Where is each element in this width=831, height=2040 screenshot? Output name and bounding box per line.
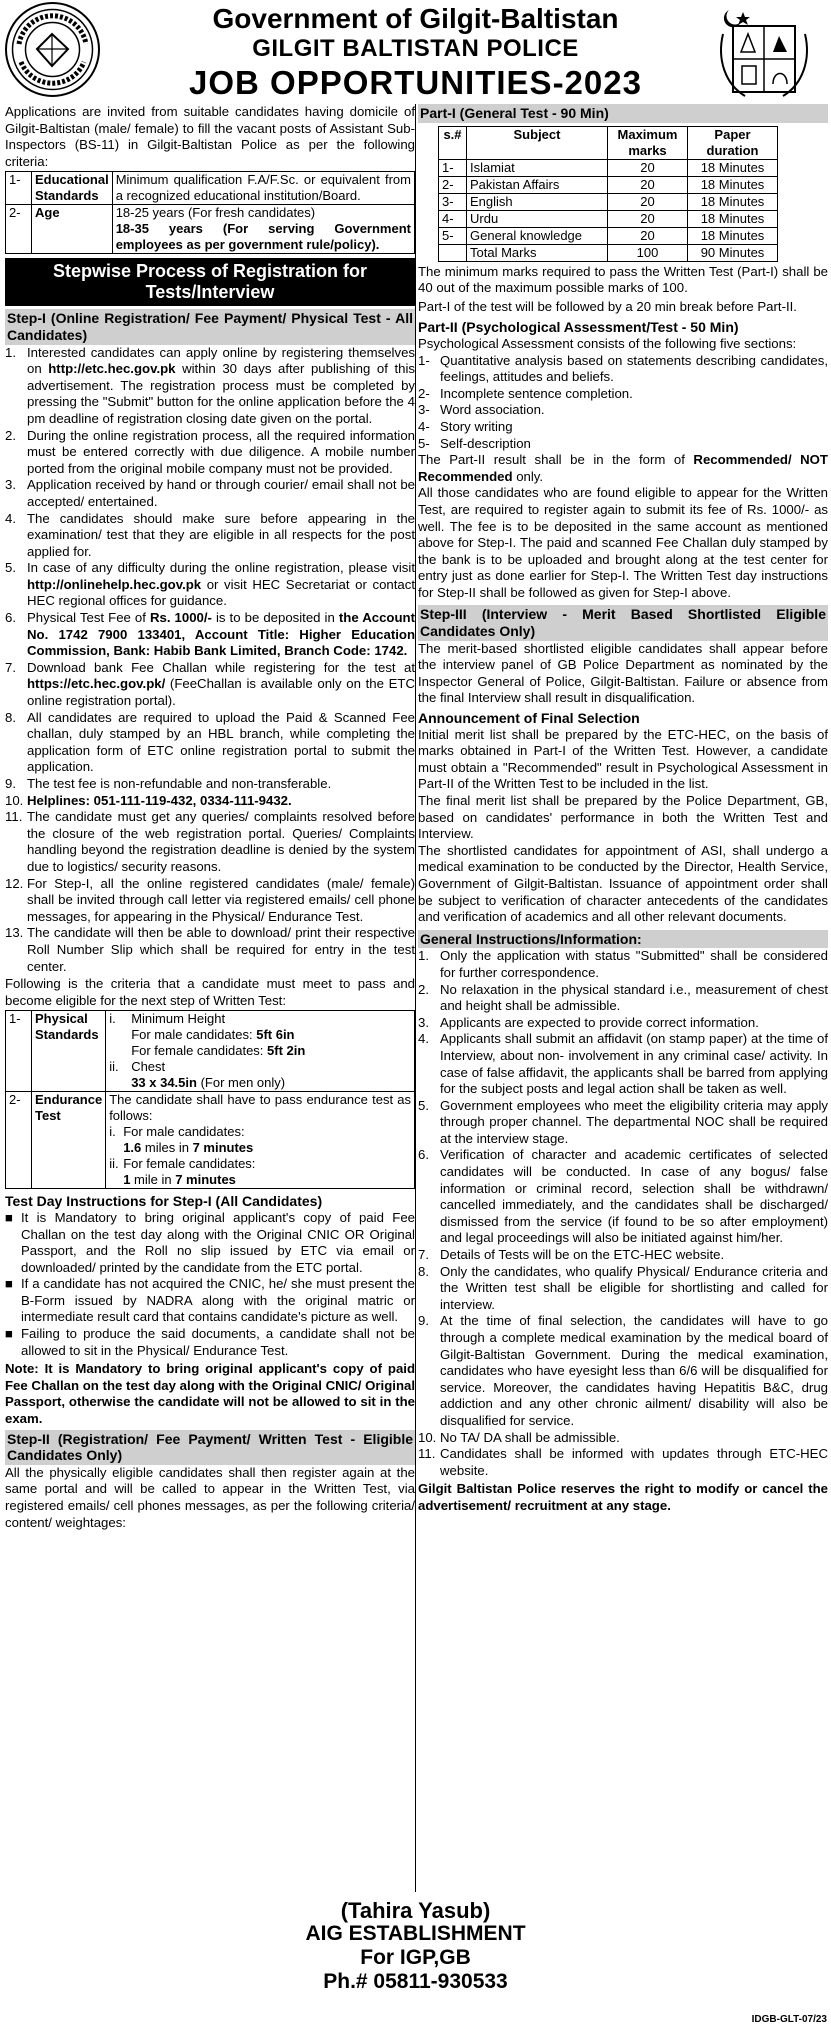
table-cell: 20 xyxy=(608,159,688,176)
endurance-no: 2- xyxy=(6,1092,32,1189)
endurance-male-label: For male candidates: xyxy=(123,1124,245,1140)
criteria-text: Minimum qualification F.A/F.Sc. or equivalent from a recognized educational institution/Board. xyxy=(112,172,414,205)
endurance-female-label: For female candidates: xyxy=(123,1156,256,1172)
chest-value: 33 x 34.5in xyxy=(131,1075,197,1091)
general-title: General Instructions/Information: xyxy=(418,930,828,949)
height-male-value: 5ft 6in xyxy=(256,1027,295,1043)
list-item: 3- Word association. xyxy=(418,402,545,418)
eligibility-table xyxy=(5,171,415,254)
table-row xyxy=(439,244,778,261)
physical-ii: ii. xyxy=(109,1059,119,1075)
final-p2: The final merit list shall be prepared by the Police Department, GB, based on candidates' performance in both the Written Test and Interview. xyxy=(418,793,828,842)
table-row xyxy=(439,227,778,244)
table-cell: Total Marks xyxy=(467,244,608,261)
endurance-female-mid: mile in xyxy=(130,1172,176,1188)
table-row xyxy=(6,172,415,205)
list-item: 8. All candidates are required to upload the Paid & Scanned Fee challan, duly stamped by an HBL branch, while completing the application form of ETC online registration portal to submit the application. xyxy=(5,709,415,775)
table-cell: Islamiat xyxy=(467,159,608,176)
table-cell: 18 Minutes xyxy=(688,193,778,210)
step2-title: Step-II (Registration/ Fee Payment/ Written Test - Eligible Candidates Only) xyxy=(7,1430,413,1464)
list-item: ■ Failing to produce the said documents, a candidate shall not be allowed to sit in the Physical/ Endurance Test. xyxy=(5,1326,415,1358)
endurance-male-mid: miles in xyxy=(141,1140,193,1156)
table-cell: 20 xyxy=(608,176,688,193)
table-cell: 18 Minutes xyxy=(688,176,778,193)
criteria-age xyxy=(112,205,414,254)
list-item: 11. Candidates shall be informed with updates through ETC-HEC website. xyxy=(418,1446,828,1478)
list-item: 4. The candidates should make sure before appearing in the examination/ test that they are eligible in all respects for the post applied for. xyxy=(5,510,415,559)
physical-ii-title: Chest xyxy=(131,1059,166,1075)
list-item: 5. Government employees who meet the eligibility criteria may apply through proper channel. The departmental NOC shall be required at the interview stage. xyxy=(418,1097,828,1146)
part2-title: Part-II (Psychological Assessment/Test - 50 Min) xyxy=(418,319,739,336)
portal-link[interactable]: https://etc.hec.gov.pk/ xyxy=(27,676,166,692)
signatory-for: For IGP,GB xyxy=(360,1946,471,1969)
final-p3: The shortlisted candidates for appointment of ASI, shall undergo a medical examination to be conducted by the Director, Health Service, Government of Gilgit-Baltistan. Issuance of appointment order shall be subject to verification of character antecedents of the candidates and verification of academics and all other relevant documents. xyxy=(418,842,828,925)
height-male-label: For male candidates: xyxy=(131,1027,253,1043)
part1-min: The minimum marks required to pass the Written Test (Part-I) shall be 40 out of the maximum possible marks of 100. xyxy=(418,263,828,296)
step3-text: The merit-based shortlisted eligible candidates shall appear before the interview panel of GB Police Department as nominated by the Inspector General of Police, Gilgit-Baltistan. Failure or absence from the final Interview shall result in disqualification. xyxy=(418,640,828,706)
list-item: 1- Quantitative analysis based on statements describing candidates, feelings, attitudes and beliefs. xyxy=(418,352,828,385)
list-item: 7. Details of Tests will be on the ETC-HEC website. xyxy=(418,1247,725,1263)
table-cell: 5- xyxy=(439,227,467,244)
list-item: 6. Verification of character and academic certificates of selected candidates will be conducted. In case of any bogus/ false information or criminal record, selection shall be withdrawn/ cancelled immediately, and the candidates shall be discharged/ dismissed from the service (if found to be so after employment) and legal proceedings will also be initiated against him/her. xyxy=(418,1147,828,1246)
height-female-value: 5ft 2in xyxy=(267,1043,306,1059)
table-cell: 20 xyxy=(608,227,688,244)
table-cell: 2- xyxy=(439,176,467,193)
physical-i: i. xyxy=(109,1011,116,1027)
list-item: 1. Only the application with status "Submitted" shall be considered for further correspondence. xyxy=(418,948,828,980)
left-column xyxy=(5,104,415,1531)
column-divider xyxy=(415,104,416,1882)
testday-title: Test Day Instructions for Step-I (All Candidates) xyxy=(5,1193,323,1210)
physical-name: Physical Standards xyxy=(32,1011,106,1092)
table-row xyxy=(439,210,778,227)
account-details: the Account No. 1742 7900 133401, Account Title: Higher Education Commission, Bank: Habib Bank Limited, Branch Code: 1742. xyxy=(27,610,415,659)
table-row xyxy=(439,159,778,176)
table-cell: General knowledge xyxy=(467,227,608,244)
table-cell: 3- xyxy=(439,193,467,210)
endurance-ii: ii. xyxy=(109,1156,119,1172)
list-item: 11. The candidate must get any queries/ complaints resolved before the closure of the web registration portal. Queries/ Complaints handling beyond the registration deadline is denied by the system due to logistics/ security reasons. xyxy=(5,809,415,874)
right-column xyxy=(418,104,828,1515)
bold-text: Helplines: 051-111-119-432, 0334-111-9432. xyxy=(27,792,292,808)
list-item: ■ If a candidate has not acquired the CNIC, he/ she must present the B-Form issued by NADRA along with the original matric or intermediate result card that contains candidate's picture as well. xyxy=(5,1276,415,1325)
table-row xyxy=(439,193,778,210)
endurance-male-miles: 1.6 xyxy=(123,1140,142,1156)
list-item: 3. Application received by hand or through courier/ email shall not be accepted/ entertained. xyxy=(5,477,415,509)
step1-title: Step-I (Online Registration/ Fee Payment/ Physical Test - All Candidates) xyxy=(7,310,413,343)
criteria-name: Educational Standards xyxy=(32,172,113,205)
col-subject: Subject xyxy=(467,126,608,159)
list-item: 4. Applicants shall submit an affidavit (on stamp paper) at the time of Interview, about non- involvement in any criminal case/ activity. In case of false affidavit, the applicants shall be barred from applying for the subject posts and legal action shall be taken as well. xyxy=(418,1031,828,1097)
square-bullet-icon: ■ xyxy=(5,1209,13,1225)
col-sno: s.# xyxy=(439,126,467,159)
list-item: 2. No relaxation in the physical standard i.e., measurement of chest and height shall be admissible. xyxy=(418,981,828,1014)
square-bullet-icon: ■ xyxy=(5,1326,13,1342)
endurance-name: Endurance Test xyxy=(32,1092,106,1189)
table-cell: 90 Minutes xyxy=(688,244,778,261)
part2-intro: Psychological Assessment consists of the following five sections: xyxy=(418,335,797,351)
height-female-label: For female candidates: xyxy=(131,1043,264,1059)
table-header-row xyxy=(439,126,778,159)
endurance-intro: The candidate shall have to pass endurance test as follows: xyxy=(109,1092,411,1124)
part1-table xyxy=(438,126,778,262)
government-crest-icon xyxy=(715,4,815,99)
table-cell: 100 xyxy=(608,244,688,261)
list-item: 5- Self-description xyxy=(418,435,531,451)
physical-table xyxy=(5,1010,415,1189)
endurance-male-time: 7 minutes xyxy=(192,1140,254,1156)
testday-note: Note: It is Mandatory to bring original applicant's copy of paid Fee Challan on the test day along with the Original CNIC/ Original Passport, otherwise the candidate will not be allowed to sit in the exam. xyxy=(5,1361,415,1427)
list-item: 9. The test fee is non-refundable and non-transferable. xyxy=(5,776,332,791)
col-max-marks: Maximum marks xyxy=(608,126,688,159)
table-row xyxy=(6,1092,415,1189)
list-item: 13. The candidate will then be able to download/ print their respective Roll Number Slip which shall be required for entry in the test center. xyxy=(5,925,415,974)
table-cell: 20 xyxy=(608,193,688,210)
signatory-post: AIG ESTABLISHMENT xyxy=(305,1922,526,1945)
table-cell: 4- xyxy=(439,210,467,227)
list-item: 10. Helplines: 051-111-119-432, 0334-111-9432. xyxy=(5,792,292,808)
step3-title: Step-III (Interview - Merit Based Shortlisted Eligible Candidates Only) xyxy=(420,606,826,640)
list-item: 6. Physical Test Fee of Rs. 1000/- is to be deposited in the Account No. 1742 7900 133401, Account Title: Higher Education Commission, Bank: Habib Bank Limited, Branch Code: 1742. xyxy=(5,610,415,659)
list-item: ■ It is Mandatory to bring original applicant's copy of paid Fee Challan on the test day along with the Original CNIC OR Original Passport, and the Roll no slip issued by ETC via email or downloaded/ printed by the candidate from the ETC portal. xyxy=(5,1209,415,1275)
chest-note: (For men only) xyxy=(200,1075,286,1091)
header-line1: Government of Gilgit-Baltistan xyxy=(212,3,619,34)
reserve-text: Gilgit Baltistan Police reserves the right to modify or cancel the advertisement/ recruitment at any stage. xyxy=(418,1481,828,1513)
final-p1: Initial merit list shall be prepared by the ETC-HEC, on the basis of marks obtained in Part-I of the Written Test. However, a candidate must obtain a "Recommended" result in Psychological Assessment in Part-II of the Written Test to be included in the list. xyxy=(418,726,828,792)
part2-result: The Part-II result shall be in the form of Recommended/ NOT Recommended only. xyxy=(418,452,828,484)
step2-text: All the physically eligible candidates shall then register again at the same portal and will be called to appear in the Written Test, via registered emails/ cell phones messages, as per the following criteria/ content/ weightages: xyxy=(5,1464,415,1530)
intro-text: Applications are invited from suitable candidates having domicile of Gilgit-Baltistan (male/ female) to fill the vacant posts of Assistant Sub-Inspectors (BS-11) in Gilgit-Baltistan Police as per the following criteria: xyxy=(5,104,415,169)
part1-break: Part-I of the test will be followed by a 20 min break before Part-II. xyxy=(418,298,797,314)
physical-no: 1- xyxy=(6,1011,32,1092)
table-cell: 18 Minutes xyxy=(688,227,778,244)
ad-code: IDGB-GLT-07/23 xyxy=(751,2014,827,2025)
step1-list xyxy=(5,345,415,976)
list-item: 10. No TA/ DA shall be admissible. xyxy=(418,1429,620,1445)
portal-link[interactable]: http://onlinehelp.hec.gov.pk xyxy=(27,576,202,592)
list-item: 7. Download bank Fee Challan while registering for the test at https://etc.hec.gov.pk/ (FeeChallan is available only on the ETC online registration portal). xyxy=(5,659,415,709)
endurance-female-miles: 1 xyxy=(123,1172,131,1188)
table-row xyxy=(439,176,778,193)
final-title: Announcement of Final Selection xyxy=(418,710,640,727)
age-fresh: 18-25 years (For fresh candidates) xyxy=(115,205,316,221)
criteria-name: Age xyxy=(32,205,113,254)
endurance-i: i. xyxy=(109,1124,116,1140)
criteria2-intro: Following is the criteria that a candidate must meet to pass and become eligible for the next step of Written Test: xyxy=(5,976,415,1008)
part2-eligible: All those candidates who are found eligible to appear for the Written Test, are required to register again to submit its fee of Rs. 1000/- as well. The fee is to be deposited in the same account as mentioned above for Step-I. The paid and scanned Fee Challan duly stamped by the bank is to be uploaded and brought along at the test center for entry just as done earlier for Step-I. The Written Test day instructions for Step-II shall be followed as given for Step-I above. xyxy=(418,485,828,600)
list-item: 12. For Step-I, all the online registered candidates (male/ female) shall be invited through call letter via registered emails/ cell phone messages, for appearing in the Physical/ Endurance Test. xyxy=(5,875,415,924)
part2-list xyxy=(418,353,828,453)
age-serving: 18-35 years (For serving Government employees as per government rule/policy). xyxy=(115,221,411,253)
signatory-phone: Ph.# 05811-930533 xyxy=(323,1970,508,1993)
testday-list xyxy=(5,1210,415,1359)
list-item: 1. Interested candidates can apply online by registering themselves on http://etc.hec.gov.pk within 30 days after publishing of this advertisement. The registration process must be completed by pressing the "Submit" button for the online application before the 4 pm deadline of registration closing date given on the portal. xyxy=(5,344,416,426)
list-item: 9. At the time of final selection, the candidates will have to go through a complete medical examination by the medical board of Gilgit-Baltistan Government. During the medical examination, candidates who have eyesight less than 6/6 will be disqualified for service. Moreover, the candidates having Hepatitis B&C, drug addiction and any other chronic ailment/ disability will also be disqualified for service. xyxy=(418,1313,828,1428)
criteria-no: 2- xyxy=(6,205,32,254)
endurance-female-time: 7 minutes xyxy=(175,1172,236,1188)
physical-details xyxy=(106,1011,415,1092)
table-row xyxy=(6,205,415,254)
table-row xyxy=(6,1011,415,1092)
part1-title: Part-I (General Test - 90 Min) xyxy=(418,104,828,123)
table-cell: English xyxy=(467,193,608,210)
header-line3: JOB OPPORTUNITIES-2023 xyxy=(189,64,642,101)
header xyxy=(0,0,831,105)
table-cell: 18 Minutes xyxy=(688,210,778,227)
footer xyxy=(0,1880,831,2040)
square-bullet-icon: ■ xyxy=(5,1276,13,1292)
criteria-no: 1- xyxy=(6,172,32,205)
header-line2: GILGIT BALTISTAN POLICE xyxy=(252,35,579,62)
list-item: 5. In case of any difficulty during the online registration, please visit http://onlinehelp.hec.gov.pk or visit HEC Secretariat or contact HEC regional offices for guidance. xyxy=(5,560,415,609)
table-cell: Pakistan Affairs xyxy=(467,176,608,193)
list-item: 4- Story writing xyxy=(418,418,513,434)
table-cell: 18 Minutes xyxy=(688,159,778,176)
table-cell xyxy=(439,244,467,261)
list-item: 2. During the online registration process, all the required information must be entered correctly with due diligence. A mobile number ported from the original mobile company must not be provided. xyxy=(5,427,415,476)
table-cell: 20 xyxy=(608,210,688,227)
stepwise-title: Stepwise Process of Registration for Tests/Interview xyxy=(5,258,415,306)
table-cell: 1- xyxy=(439,159,467,176)
list-item: 2- Incomplete sentence completion. xyxy=(418,385,633,401)
table-cell: Urdu xyxy=(467,210,608,227)
bold-text: Rs. 1000/- xyxy=(149,610,212,626)
portal-link[interactable]: http://etc.hec.gov.pk xyxy=(48,361,176,377)
general-list xyxy=(418,948,828,1479)
list-item: 3. Applicants are expected to provide correct information. xyxy=(418,1014,759,1030)
physical-i-title: Minimum Height xyxy=(131,1011,226,1027)
list-item: 8. Only the candidates, who qualify Physical/ Endurance criteria and the Written test shall be eligible for shortlisting and called for interview. xyxy=(418,1263,828,1312)
signatory-name: (Tahira Yasub) xyxy=(340,1898,491,1923)
col-duration: Paper duration xyxy=(688,126,778,159)
footer-divider xyxy=(415,1880,416,1892)
endurance-details xyxy=(106,1092,415,1189)
